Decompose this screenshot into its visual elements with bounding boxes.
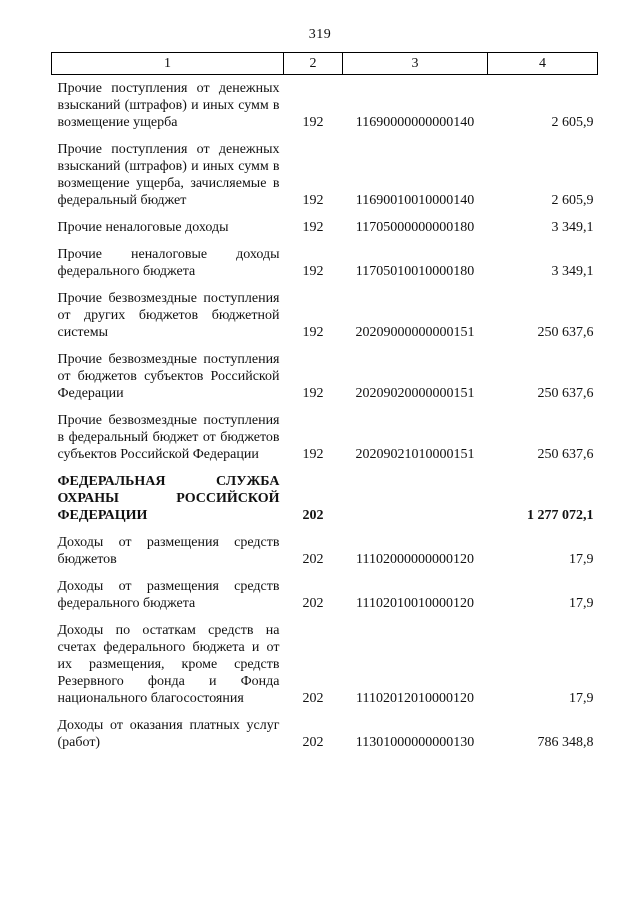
agency-budget-code [343,468,488,529]
row-amount: 3 349,1 [551,220,594,235]
row-admin-code: 202 [302,691,324,706]
row-amount: 250 637,6 [537,386,594,401]
agency-total-amount: 1 277 072,1 [527,508,594,523]
row-name: Доходы по остаткам средств на счетах федерального бюджета и от их размещения, кроме средств Резервного фонда и Фонда национального благосостояния [57,623,280,706]
row-amount: 786 348,8 [537,735,594,750]
row-amount: 250 637,6 [537,325,594,340]
row-name: Доходы от оказания платных услуг (работ) [57,718,280,750]
row-budget-code: 20209020000000151 [355,386,475,401]
row-admin-code: 202 [302,596,324,611]
row-admin-code: 192 [302,193,324,208]
row-admin-code: 192 [302,220,324,235]
row-budget-code: 20209000000000151 [355,325,475,340]
row-admin-code: 192 [302,325,324,340]
row-admin-code: 202 [302,552,324,567]
row-amount: 250 637,6 [537,447,594,462]
column-header-3: 3 [343,53,488,75]
row-budget-code: 20209021010000151 [355,447,475,462]
row-name: Прочие безвозмездные поступления от бюджетов субъектов Российской Федерации [57,352,280,401]
row-amount: 3 349,1 [551,264,594,279]
agency-admin-code: 202 [302,508,324,523]
table-row [52,285,598,346]
row-name: Прочие поступления от денежных взысканий (штрафов) и иных сумм в возмещение ущерба, зачисляемые в федеральный бюджет [57,142,280,208]
row-amount: 2 605,9 [551,193,594,208]
row-admin-code: 192 [302,115,324,130]
row-name: Прочие неналоговые доходы [57,220,229,235]
page-number: 319 [308,27,332,42]
column-header-1: 1 [52,53,284,75]
row-name: Прочие безвозмездные поступления от других бюджетов бюджетной системы [57,291,280,340]
table-row [52,529,598,573]
row-name: Доходы от размещения средств федерального бюджета [57,579,280,611]
table-row [52,75,598,137]
table-row [52,241,598,285]
row-budget-code: 11102012010000120 [356,691,474,706]
table-row [52,712,598,756]
budget-table [51,52,598,756]
table-row-agency [52,468,598,529]
row-amount: 17,9 [569,691,594,706]
row-admin-code: 192 [302,447,324,462]
row-budget-code: 11690010010000140 [355,193,475,208]
table-row [52,407,598,468]
table-row [52,214,598,241]
table-row [52,346,598,407]
row-name: Прочие неналоговые доходы федерального бюджета [57,247,280,279]
row-budget-code: 11705010010000180 [355,264,475,279]
row-name: Прочие поступления от денежных взысканий (штрафов) и иных сумм в возмещение ущерба [57,81,280,130]
table-row [52,136,598,214]
table-row [52,573,598,617]
row-amount: 17,9 [569,596,594,611]
column-header-4: 4 [488,53,598,75]
column-header-2: 2 [284,53,343,75]
table-header-row [52,53,598,75]
row-admin-code: 192 [302,264,324,279]
row-budget-code: 11102010010000120 [356,596,474,611]
table-row [52,617,598,712]
row-name: Доходы от размещения средств бюджетов [57,535,280,567]
row-admin-code: 202 [302,735,324,750]
row-admin-code: 192 [302,386,324,401]
row-budget-code: 11102000000000120 [356,552,474,567]
row-name: Прочие безвозмездные поступления в федеральный бюджет от бюджетов субъектов Российской Федерации [57,413,280,462]
agency-name: ФЕДЕРАЛЬНАЯ СЛУЖБА ОХРАНЫ РОССИЙСКОЙ ФЕДЕРАЦИИ [57,474,280,523]
row-budget-code: 11705000000000180 [355,220,475,235]
row-amount: 2 605,9 [551,115,594,130]
row-budget-code: 11301000000000130 [355,735,475,750]
row-budget-code: 11690000000000140 [355,115,475,130]
row-amount: 17,9 [569,552,594,567]
